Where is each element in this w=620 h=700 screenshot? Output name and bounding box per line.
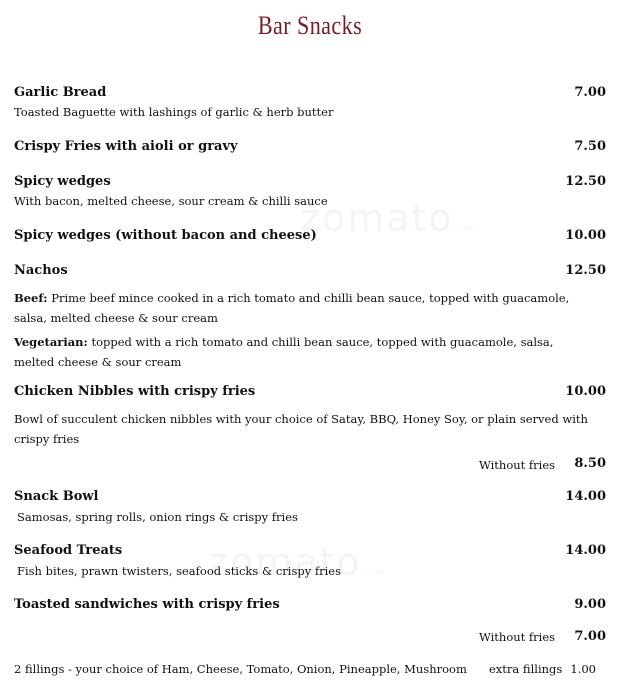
nachos-beef-text: Prime beef mince cooked in a rich tomato and chilli bean sauce, topped with guacamole, salsa, melted cheese & sour cream — [14, 291, 570, 325]
item-desc-snack-bowl: Samosas, spring rolls, onion rings & crispy fries — [17, 510, 298, 524]
item-name-crispy-fries: Crispy Fries with aioli or gravy — [14, 139, 238, 154]
item-name-nachos: Nachos — [14, 263, 68, 278]
nachos-beef-label: Beef: — [14, 291, 48, 305]
item-name-spicy-wedges-plain: Spicy wedges (without bacon and cheese) — [14, 228, 317, 243]
item-desc-chicken-nibbles: Bowl of succulent chicken nibbles with your choice of Satay, BBQ, Honey Soy, or plain served with crispy fries — [14, 412, 588, 446]
page-title: Bar Snacks — [257, 11, 363, 40]
item-price-nachos: 12.50 — [565, 263, 606, 278]
item-desc-garlic-bread: Toasted Baguette with lashings of garlic & herb butter — [14, 105, 334, 119]
item-price-spicy-wedges: 12.50 — [565, 174, 606, 189]
nachos-veg-text: topped with a rich tomato and chilli bean sauce, topped with guacamole, salsa, melted cheese & sour cream — [14, 335, 554, 369]
item-price-chicken-nibbles: 10.00 — [565, 384, 606, 399]
item-name-spicy-wedges: Spicy wedges — [14, 174, 111, 189]
item-name-chicken-nibbles: Chicken Nibbles with crispy fries — [14, 384, 256, 399]
item-price-spicy-wedges-plain: 10.00 — [565, 228, 606, 243]
item-price-crispy-fries: 7.50 — [574, 139, 606, 154]
item-name-toasted-sandwiches: Toasted sandwiches with crispy fries — [14, 597, 280, 612]
sandwich-fillings: 2 fillings - your choice of Ham, Cheese, Tomato, Onion, Pineapple, Mushroom — [14, 662, 467, 676]
item-price-garlic-bread: 7.00 — [574, 85, 606, 100]
sandwich-extra-fillings-price: 1.00 — [570, 662, 596, 676]
item-price-toasted-sandwiches: 9.00 — [574, 597, 606, 612]
watermark-domain — [454, 224, 476, 234]
watermark-domain — [362, 568, 384, 578]
sandwich-without-fries-price: 7.00 — [574, 629, 606, 644]
item-name-seafood-treats: Seafood Treats — [14, 543, 123, 558]
item-desc-spicy-wedges: With bacon, melted cheese, sour cream & chilli sauce — [14, 194, 328, 208]
item-price-snack-bowl: 14.00 — [565, 489, 606, 504]
sandwich-without-fries-label: Without fries — [479, 630, 556, 644]
item-desc-nachos-beef — [14, 288, 592, 328]
item-name-snack-bowl: Snack Bowl — [14, 489, 99, 504]
chicken-without-fries-price: 8.50 — [574, 456, 606, 471]
item-desc-seafood-treats: Fish bites, prawn twisters, seafood sticks & crispy fries — [17, 564, 342, 578]
chicken-without-fries-label: Without fries — [479, 458, 556, 472]
sandwich-extra-fillings-label: extra fillings — [489, 662, 563, 676]
item-desc-nachos-veg — [14, 332, 589, 372]
nachos-veg-label: Vegetarian: — [14, 335, 88, 349]
item-price-seafood-treats: 14.00 — [565, 543, 606, 558]
item-name-garlic-bread: Garlic Bread — [14, 85, 107, 100]
